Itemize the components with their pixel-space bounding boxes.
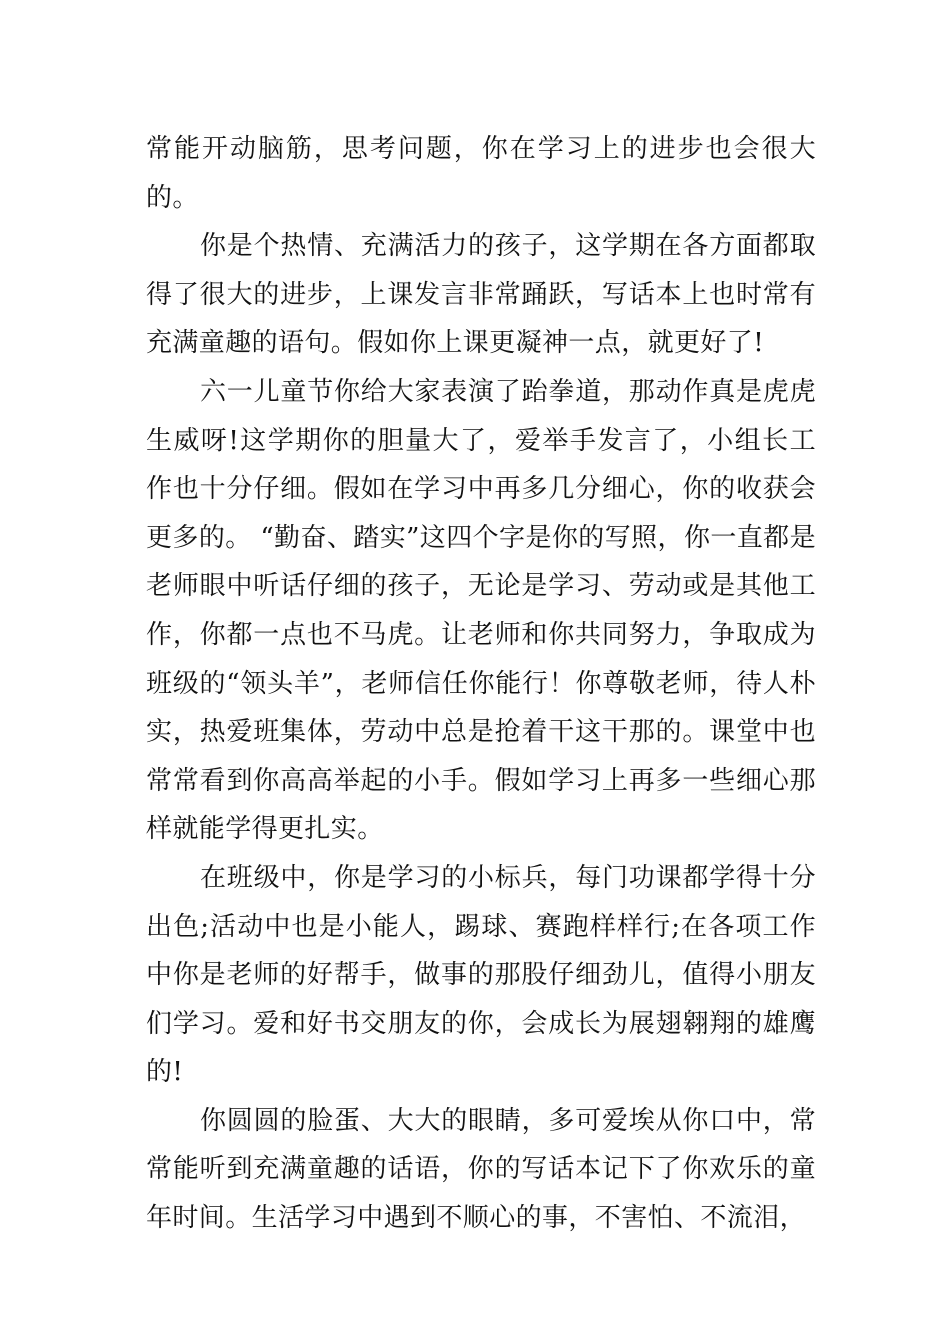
paragraph-5: 你圆圆的脸蛋、大大的眼睛，多可爱埃从你口中，常常能听到充满童趣的话语，你的写话本记下了你欢乐的童年时间。生活学习中遇到不顺心的事，不害怕、不流泪， (146, 1105, 816, 1234)
paragraph-4: 在班级中，你是学习的小标兵，每门功课都学得十分出色;活动中也是小能人，踢球、赛跑样样行;在各项工作中你是老师的好帮手，做事的那股仔细劲儿，值得小朋友们学习。爱和好书交朋友的你，会成长为展翅翱翔的雄鹰的! (146, 862, 816, 1088)
paragraph-1: 常能开动脑筋，思考问题，你在学习上的进步也会很大的。 (146, 134, 816, 213)
paragraph-3: 六一儿童节你给大家表演了跆拳道，那动作真是虎虎生威呀!这学期你的胆量大了，爱举手发言了，小组长工作也十分仔细。假如在学习中再多几分细心，你的收获会更多的。 “勤奋、踏实”这四个字是你的写照，你一直都是老师眼中听话仔细的孩子，无论是学习、劳动或是其他工作，你都一点也不马虎。让老师和你共同努力，争取成为班级的“领头羊”，老师信任你能行！你尊敬老师，待人朴实，热爱班集体，劳动中总是抢着干这干那的。课堂中也常常看到你高高举起的小手。假如学习上再多一些细心那样就能学得更扎实。 (146, 376, 816, 845)
paragraph-2: 你是个热情、充满活力的孩子，这学期在各方面都取得了很大的进步，上课发言非常踊跃，写话本上也时常有充满童趣的语句。假如你上课更凝神一点，就更好了! (146, 231, 816, 359)
document-body (146, 125, 816, 1243)
